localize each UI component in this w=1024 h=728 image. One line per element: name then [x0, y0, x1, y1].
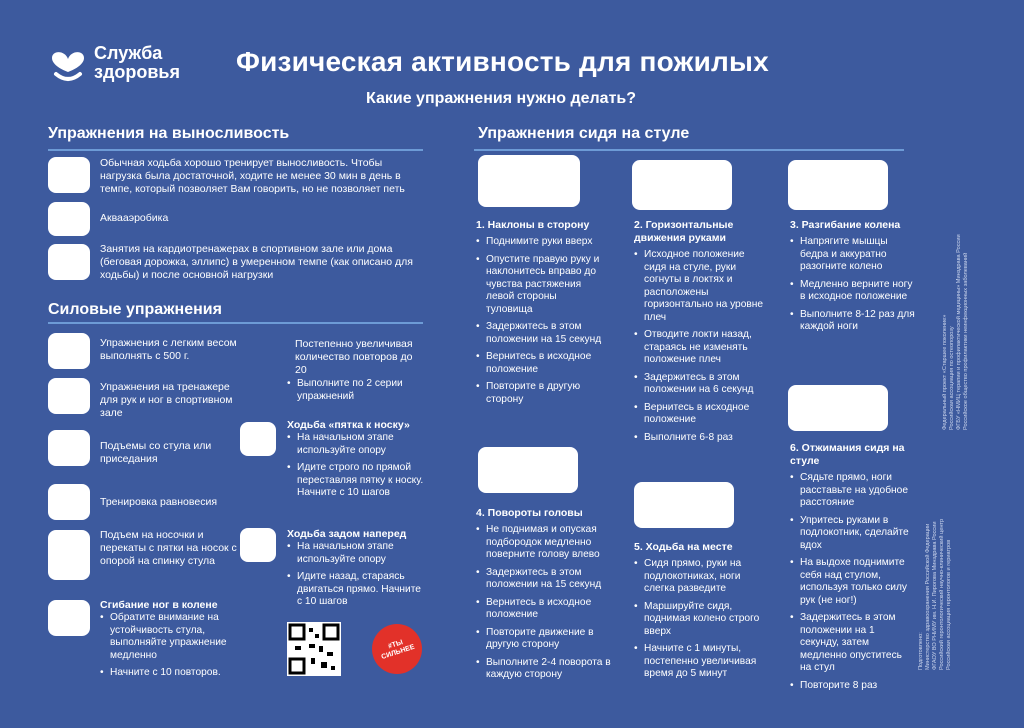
march-illustration-icon [634, 482, 734, 528]
heel-toe-icon [240, 422, 276, 456]
list-item: • Вернитесь в исходное положение [634, 402, 766, 427]
knee-extension-illustration-icon [788, 160, 888, 210]
exercise-2-title: 2. Горизонтальные движения руками [634, 219, 734, 244]
list-item: • Маршируйте сидя, поднимая колено строго вверх [634, 601, 766, 639]
list-item: • Выполните 2-4 поворота в каждую сторону [476, 657, 616, 682]
list-item: • Вернитесь в исходное положение [476, 351, 606, 376]
divider [48, 149, 423, 151]
list-item: • Повторите в другую сторону [476, 381, 606, 406]
credit-line: Федеральный проект «Старшее поколение» [942, 314, 948, 430]
list-item: • Выполните 6-8 раз [634, 432, 766, 445]
knee-bend-title: Сгибание ног в колене [100, 599, 218, 611]
machine-icon [48, 378, 90, 414]
credit-line: Российская ассоциация геронтологов и гериатров [946, 539, 952, 670]
list-item: • Исходное положение сидя на стуле, руки согнуты в локтях и расположены горизонтально на уровне плеч [634, 249, 766, 324]
list-item: • Идите строго по прямой переставляя пятку к носку. Начните с 10 шагов [287, 462, 427, 500]
badge-text: #ТЫ СИЛЬНЕЕ [380, 639, 416, 661]
credits-block-a [918, 519, 953, 670]
credits-block-b [942, 234, 970, 430]
credit-line: ФГБУ «НМИЦ терапии и профилактической медицины» Минздрава России [956, 234, 962, 430]
credit-line: Российский геронтологический научно-клинический центр [939, 518, 945, 670]
knee-bend-block [100, 599, 240, 685]
list-item: • Упритесь руками в подлокотник, сделайте вдох [790, 515, 915, 553]
page-title: Физическая активность для пожилых [236, 46, 769, 77]
list-item: • Задержитесь в этом положении на 15 секунд [476, 321, 606, 346]
list-item: • Поднимите руки вверх [476, 236, 606, 249]
exercise-2-block [634, 219, 766, 449]
knee-bend-icon [48, 600, 90, 636]
endurance-item: Занятия на кардиотренажерах в спортивном зале или дома (беговая дорожка, эллипс) в умеренном темпе (как описано для ходьбы) и после основной нагрузки [100, 243, 413, 281]
list-item: • Повторите движение в другую сторону [476, 627, 616, 652]
list-item: • На начальном этапе используйте опору [287, 432, 427, 457]
walking-icon [48, 157, 90, 193]
list-item: • Напрягите мышцы бедра и аккуратно разогните колено [790, 236, 915, 274]
logo-line-1: Служба [94, 43, 163, 63]
list-item: • Выполните по 2 серии упражнений [287, 378, 427, 403]
treadmill-icon [48, 244, 90, 280]
exercise-6-title: 6. Отжимания сидя на стуле [790, 442, 905, 467]
tiptoe-icon [48, 530, 90, 580]
list-item: • Медленно верните ногу в исходное положение [790, 279, 915, 304]
logo-line-2: здоровья [94, 62, 180, 82]
backward-walk-title: Ходьба задом наперед [287, 528, 407, 540]
credit-line: Министерство здравоохранения Российской Федерации [925, 523, 931, 670]
strength-continued: Постепенно увеличивая количество повторов до 20 [295, 338, 413, 376]
list-item: • Сядьте прямо, ноги расставьте на удобное расстояние [790, 472, 915, 510]
exercise-4-title: 4. Повороты головы [476, 507, 583, 519]
list-item: • Обратите внимание на устойчивость стула, выполняйте упражнение медленно [100, 612, 240, 662]
backward-walk-icon [240, 528, 276, 562]
heart-logo-icon [48, 44, 88, 84]
list-item: • Опустите правую руку и наклонитесь вправо до чувства растяжения левой стороны туловища [476, 254, 606, 317]
list-item: • На выдохе поднимите себя над стулом, используя только силу рук (не ног!) [790, 557, 915, 607]
exercise-5-title: 5. Ходьба на месте [634, 541, 733, 553]
list-item: • Повторите 8 раз [790, 680, 915, 693]
endurance-item: Аквааэробика [100, 212, 169, 224]
list-item: • Сидя прямо, руки на подлокотниках, ноги слегка разведите [634, 558, 766, 596]
credit-line: ФГАОУ ВО РНИМУ им. Н.И. Пирогова Минздрава России [932, 521, 938, 670]
strength-item: Тренировка равновесия [100, 496, 218, 508]
divider [48, 322, 423, 324]
strength-item: Упражнения с легким весом выполнять с 500 г. [100, 337, 237, 362]
badge-logo [372, 624, 422, 674]
chair-squat-icon [48, 430, 90, 466]
list-item: • Задержитесь в этом положении на 1 секунду, затем медленно опуститесь на стул [790, 612, 915, 675]
strength-title: Силовые упражнения [48, 301, 222, 318]
head-turn-illustration-icon [478, 447, 578, 493]
page-subtitle: Какие упражнения нужно делать? [366, 90, 637, 107]
endurance-title: Упражнения на выносливость [48, 125, 290, 142]
arm-movement-illustration-icon [632, 160, 732, 210]
strength-item: Подъемы со стула или приседания [100, 440, 212, 465]
credit-line: Российское общество профилактики неинфекционных заболеваний [963, 252, 969, 430]
exercise-1-title: 1. Наклоны в сторону [476, 219, 590, 231]
logo-text [94, 44, 180, 82]
heel-toe-block [287, 419, 427, 505]
divider [474, 149, 904, 151]
list-item: • Вернитесь в исходное положение [476, 597, 616, 622]
list-item: • Начните с 1 минуты, постепенно увеличивая время до 5 минут [634, 643, 766, 681]
backward-walk-block [287, 528, 427, 614]
list-item: • Задержитесь в этом положении на 15 секунд [476, 567, 616, 592]
strength-item: Подъем на носочки и перекаты с пятки на носок с опорой на спинку стула [100, 529, 237, 567]
exercise-5-block [634, 541, 766, 686]
exercise-1-block [476, 219, 606, 411]
strength-continued-list [287, 378, 427, 408]
list-item: • Идите назад, стараясь двигаться прямо. Начните с 10 шагов [287, 571, 427, 609]
exercise-3-block [790, 219, 915, 339]
list-item: • Отводите локти назад, стараясь не изменять положение плеч [634, 329, 766, 367]
dumbbell-icon [48, 333, 90, 369]
credit-line: Российская ассоциация по остеопорозу [949, 326, 955, 430]
chair-pushup-illustration-icon [788, 385, 888, 431]
exercise-4-block [476, 507, 616, 687]
strength-item: Упражнения на тренажере для рук и ног в спортивном зале [100, 381, 233, 419]
list-item: • На начальном этапе используйте опору [287, 541, 427, 566]
side-bend-illustration-icon [478, 155, 580, 207]
list-item: • Задержитесь в этом положении на 6 секунд [634, 372, 766, 397]
exercise-6-block [790, 442, 915, 697]
swimming-icon [48, 202, 90, 236]
list-item: • Начните с 10 повторов. [100, 667, 240, 680]
credit-line: Подготовлено: [918, 632, 924, 670]
balance-icon [48, 484, 90, 520]
exercise-3-title: 3. Разгибание колена [790, 219, 901, 231]
chair-title: Упражнения сидя на стуле [478, 125, 690, 142]
heel-toe-title: Ходьба «пятка к носку» [287, 419, 410, 431]
endurance-item: Обычная ходьба хорошо тренирует выносливость. Чтобы нагрузка была достаточной, ходите не менее 30 мин в день в темпе, который позволяет Вам говорить, но не позволяет петь [100, 157, 405, 195]
qr-code-icon [287, 622, 341, 676]
list-item: • Не поднимая и опуская подбородок медленно поверните голову влево [476, 524, 616, 562]
list-item: • Выполните 8-12 раз для каждой ноги [790, 309, 915, 334]
